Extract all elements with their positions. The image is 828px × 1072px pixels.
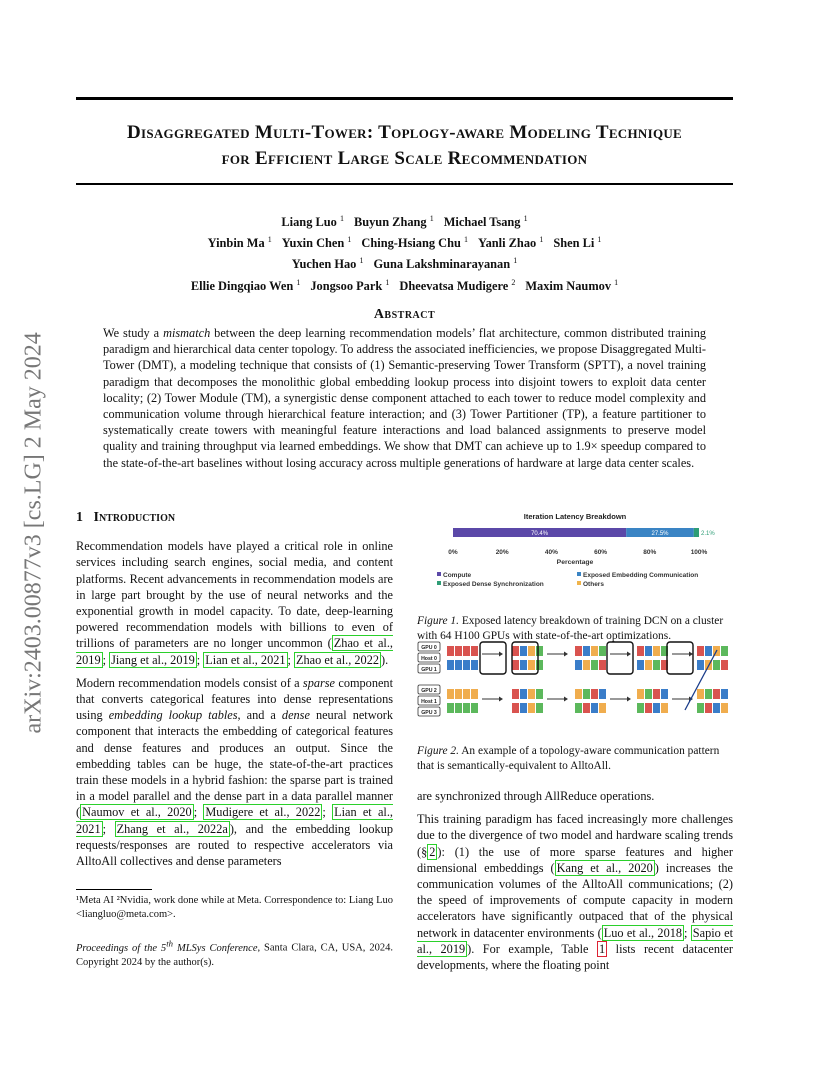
embedding-block: [463, 646, 470, 656]
author-name: Yuxin Chen $^1$: [281, 235, 352, 251]
embedding-block: [661, 703, 668, 713]
arrow-head: [627, 652, 631, 657]
embedding-block: [591, 646, 598, 656]
right-continuation: are synchronized through AllReduce operations.: [417, 789, 655, 803]
embedding-block: [583, 646, 590, 656]
topology-communication-diagram: [417, 640, 733, 720]
legend-entry: Exposed Dense Synchronization: [443, 581, 544, 588]
citation-link[interactable]: Jiang et al., 2019: [111, 652, 195, 667]
author-row: [76, 231, 733, 252]
x-tick-label: 40%: [544, 549, 558, 556]
embedding-block: [455, 703, 462, 713]
embedding-block: [463, 703, 470, 713]
x-tick-label: 0%: [448, 549, 458, 556]
data-label: 2.1%: [701, 531, 715, 537]
arrow-head: [499, 697, 503, 702]
embedding-block: [591, 689, 598, 699]
title-line-1: Disaggregated Multi-Tower: Toplogy-aware Modeling Technique: [126, 122, 683, 143]
group-outline: [480, 642, 506, 674]
author-row: [76, 210, 733, 231]
embedding-block: [645, 660, 652, 670]
author-name: Yuchen Hao $^1$: [291, 256, 364, 272]
citation-link[interactable]: Luo et al., 2018: [603, 925, 683, 940]
embedding-block: [713, 660, 720, 670]
embedding-block: [471, 646, 478, 656]
gpu-label: GPU 1: [421, 667, 437, 673]
arrow-head: [627, 697, 631, 702]
embedding-block: [512, 646, 519, 656]
proceedings-note: Proceedings of the 5th MLSys Conference, Santa Clara, CA, USA, 2024. Copyright 2024 by the author(s).: [76, 938, 393, 968]
embedding-block: [447, 703, 454, 713]
figure-1-chart: [417, 508, 733, 608]
bar-segment: [694, 528, 699, 537]
embedding-block: [528, 660, 535, 670]
x-axis-label: Percentage: [556, 559, 594, 566]
embedding-block: [463, 689, 470, 699]
gpu-label: GPU 2: [421, 688, 437, 694]
latency-breakdown-chart: [417, 508, 733, 608]
table-ref-link[interactable]: 1: [599, 941, 606, 956]
figure-2-caption: Figure 2. An example of a topology-aware communication pattern that is semantically-equivalent to AlltoAll.: [417, 745, 720, 772]
embedding-block: [645, 703, 652, 713]
embedding-block: [705, 689, 712, 699]
embedding-block: [599, 660, 606, 670]
embedding-block: [528, 646, 535, 656]
author-name: Jongsoo Park $^1$: [310, 277, 390, 293]
group-outline: [667, 642, 693, 674]
legend-swatch: [577, 572, 581, 576]
embedding-block: [512, 689, 519, 699]
embedding-block: [575, 646, 582, 656]
embedding-block: [661, 689, 668, 699]
legend-swatch: [437, 581, 441, 585]
embedding-block: [637, 689, 644, 699]
author-list: [76, 210, 733, 295]
figure-2-diagram: [417, 640, 733, 720]
right-paragraph: This training paradigm has faced increasingly more challenges due to the divergence of two model and hardware scaling trends (§ 2 ): (1) the use of more sparse features and higher dimensional embeddings ( Kang et al., 2020 ) increases the communication volumes of the AlltoAll communications; (2) the speed of improvements of compute capacity in modern accelerators have significantly outpaced that of the physical network in datacenter environments ( Luo et al., 2018 ; Sapio et al., 2019 ). For example, Table 1 lists recent datacenter developments, where the floating point: [417, 812, 734, 973]
x-tick-label: 60%: [594, 549, 608, 556]
footnote: ¹Meta AI ²Nvidia, work done while at Meta. Correspondence to: Liang Luo <liangluo@meta.com>.: [76, 895, 393, 920]
embedding-block: [575, 703, 582, 713]
embedding-block: [583, 660, 590, 670]
embedding-block: [583, 703, 590, 713]
mismatch-emph: mismatch: [163, 326, 211, 340]
author-name: Michael Tsang $^1$: [443, 214, 528, 230]
embedding-block: [536, 660, 543, 670]
embedding-block: [637, 660, 644, 670]
citation-link[interactable]: Kang et al., 2020: [556, 860, 653, 875]
embedding-block: [599, 689, 606, 699]
author-name: Guna Lakshminarayanan $^1$: [373, 256, 518, 272]
embedding-block: [697, 660, 704, 670]
x-tick-label: 100%: [690, 549, 708, 556]
embedding-block: [512, 660, 519, 670]
embedding-block: [575, 660, 582, 670]
embedding-block: [697, 703, 704, 713]
embedding-block: [528, 703, 535, 713]
citation-link[interactable]: Lian et al., 2021: [205, 652, 286, 667]
title-top-rule: [76, 97, 733, 100]
citation-link[interactable]: Sapio et al., 2019: [417, 925, 733, 956]
arxiv-stamp: arXiv:2403.00877v3 [cs.LG] 2 May 2024: [20, 332, 47, 734]
gpu-label: Host 0: [421, 656, 437, 662]
embedding-block: [455, 660, 462, 670]
embedding-block: [697, 689, 704, 699]
author-row: [76, 273, 733, 294]
legend-entry: Others: [583, 581, 604, 588]
gpu-label: GPU 0: [421, 645, 437, 651]
section-ref-link[interactable]: 2: [429, 844, 436, 859]
footnote-rule: [76, 889, 152, 890]
embedding-block: [653, 660, 660, 670]
embedding-block: [512, 703, 519, 713]
embedding-block: [455, 689, 462, 699]
embedding-block: [721, 689, 728, 699]
x-tick-label: 80%: [643, 549, 657, 556]
embedding-block: [721, 646, 728, 656]
legend-swatch: [577, 581, 581, 585]
author-name: Yanli Zhao $^1$: [478, 235, 544, 251]
embedding-block: [721, 703, 728, 713]
gpu-label: GPU 3: [421, 710, 437, 716]
citation-link[interactable]: Zhao et al., 2019: [76, 636, 393, 667]
embedding-block: [645, 646, 652, 656]
embedding-block: [591, 703, 598, 713]
left-column: [76, 510, 393, 869]
embedding-block: [653, 646, 660, 656]
arrow-head: [564, 652, 568, 657]
embedding-block: [471, 703, 478, 713]
x-tick-label: 20%: [495, 549, 509, 556]
embedding-block: [520, 646, 527, 656]
abstract-heading: Abstract: [373, 307, 436, 322]
paper-title: [76, 120, 733, 172]
embedding-block: [583, 689, 590, 699]
embedding-block: [536, 646, 543, 656]
legend-swatch: [437, 572, 441, 576]
gpu-label: Host 1: [421, 699, 437, 705]
arrow-head: [499, 652, 503, 657]
embedding-block: [705, 703, 712, 713]
intro-paragraph-1: Recommendation models have played a critical role in online services including search engines, social media, and content platforms. Recent advancements in recommendation models are in large part brought by the use of neural networks and the exponential growth in model capacity. To date, deep-learning powered recommendation models with billions to even of trillions of parameters are no longer uncommon ( Zhao et al., 2019 ; Jiang et al., 2019 ; Lian et al., 2021 ; Zhao et al., 2022 ).: [76, 539, 393, 667]
author-name: Shen Li $^1$: [553, 235, 602, 251]
right-column: [417, 788, 733, 973]
author-name: Ching-Hsiang Chu $^1$: [361, 235, 469, 251]
embedding-block: [637, 646, 644, 656]
citation-link[interactable]: Naumov et al., 2020: [82, 805, 192, 820]
embedding-block: [536, 703, 543, 713]
embedding-block: [653, 703, 660, 713]
cross-host-arrow: [685, 650, 717, 710]
embedding-block: [697, 646, 704, 656]
legend-entry: Exposed Embedding Communication: [583, 572, 699, 579]
embedding-block: [705, 646, 712, 656]
embedding-block: [599, 646, 606, 656]
legend-entry: Compute: [443, 572, 472, 579]
embedding-block: [713, 703, 720, 713]
embedding-block: [471, 689, 478, 699]
chart-title: Iteration Latency Breakdown: [523, 512, 627, 521]
title-bottom-rule: [76, 183, 733, 185]
citation-link[interactable]: Mudigere et al., 2022: [205, 805, 321, 820]
intro-paragraph-2: Modern recommendation models consist of a sparse component that converts categorical features into dense representations using embedding lookup tables, and a dense neural network component that interacts the embedding of categorical features and dense features and produces an output. Since the embedding tables can be huge, the state-of-the-art practices train these models in a hybrid fashion: the sparse part is trained in a model parallel and the dense part in a data parallel manner ( Naumov et al., 2020 ; Mudigere et al., 2022 ; Lian et al., 2021 ; Zhang et al., 2022a ), and the embedding lookup requests/responses are routed to respective accelerators via AlltoAll collectives and dense parameters: [76, 675, 393, 869]
embedding-block: [645, 689, 652, 699]
author-name: Ellie Dingqiao Wen $^1$: [190, 277, 301, 293]
embedding-block: [721, 660, 728, 670]
embedding-block: [528, 689, 535, 699]
embedding-block: [520, 660, 527, 670]
embedding-block: [447, 689, 454, 699]
embedding-block: [713, 689, 720, 699]
citation-link[interactable]: Zhang et al., 2022a: [116, 821, 228, 836]
author-name: Buyun Zhang $^1$: [353, 214, 434, 230]
arrow-head: [564, 697, 568, 702]
author-name: Maxim Naumov $^1$: [525, 277, 619, 293]
author-name: Yinbin Ma $^1$: [207, 235, 272, 251]
embedding-block: [536, 689, 543, 699]
embedding-block: [653, 689, 660, 699]
group-outline: [607, 642, 633, 674]
embedding-block: [637, 703, 644, 713]
author-row: [76, 252, 733, 273]
embedding-block: [447, 660, 454, 670]
embedding-block: [575, 689, 582, 699]
embedding-block: [471, 660, 478, 670]
author-name: Dheevatsa Mudigere $^2$: [399, 277, 516, 293]
title-line-2: for Efficient Large Scale Recommendation: [221, 148, 588, 169]
embedding-block: [520, 689, 527, 699]
embedding-block: [599, 703, 606, 713]
embedding-block: [520, 703, 527, 713]
embedding-block: [463, 660, 470, 670]
data-label: 27.5%: [651, 531, 669, 537]
figure-1-caption: Figure 1. Exposed latency breakdown of training DCN on a cluster with 64 H100 GPUs with state-of-the-art optimizations.: [417, 615, 724, 642]
data-label: 70.4%: [531, 531, 549, 537]
embedding-block: [447, 646, 454, 656]
citation-link[interactable]: Zhao et al., 2022: [296, 652, 379, 667]
embedding-block: [591, 660, 598, 670]
citation-link[interactable]: Lian et al., 2021: [76, 805, 393, 836]
abstract-text: We study a mismatch between the deep learning recommendation models’ flat architecture, common distributed training paradigm and hierarchical data center topology. To address the associated inefficiencies, we propose Disaggregated Multi-Tower (DMT), a modeling technique that consists of (1) Semantic-preserving Tower Transform (SPTT), a novel training paradigm that decomposes the monolithic global embedding lookup process into disjoint towers to exploit data center locality; (2) Tower Module (TM), a synergistic dense component attached to each tower to reduce model complexity and communication volume through hierarchical feature interaction; and (3) Tower Partitioner (TP), a feature partitioner to systematically create towers with meaningful feature interactions and load balanced assignments to preserve model quality and training throughput via learned embeddings. We show that DMT can achieve up to 1.9× speedup compared to the state-of-the-art baselines without losing accuracy across multiple generations of hardware at large data center scales.: [103, 326, 706, 470]
section-heading-introduction: 1 Introduction: [76, 510, 176, 525]
author-name: Liang Luo $^1$: [281, 214, 344, 230]
embedding-block: [455, 646, 462, 656]
